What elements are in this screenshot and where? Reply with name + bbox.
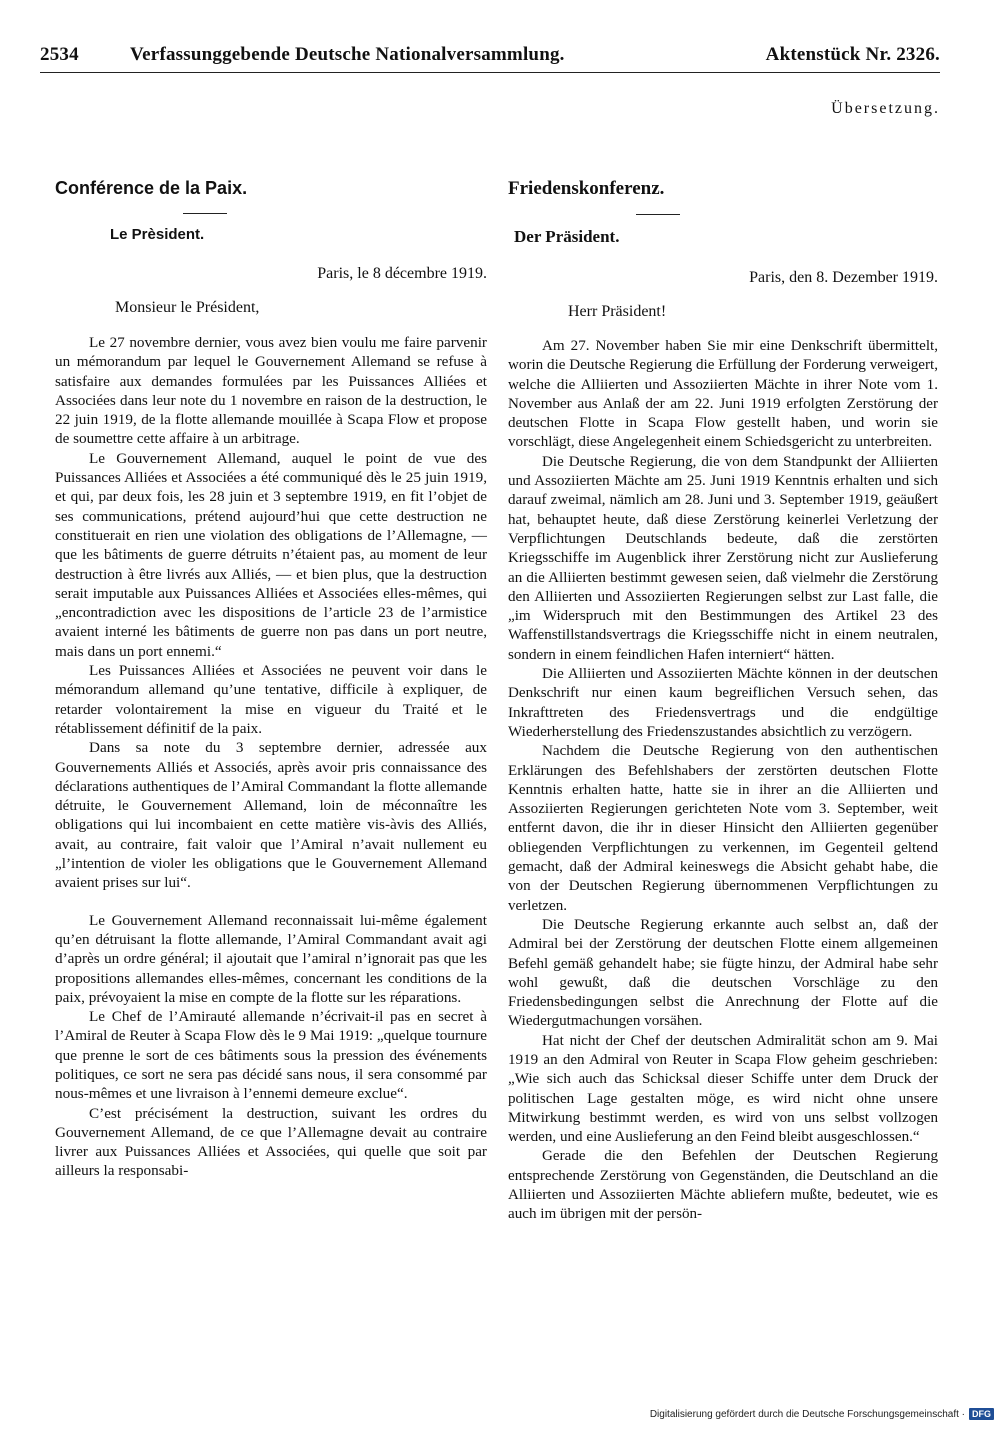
page-header: [40, 44, 940, 73]
german-title: Friedenskonferenz.: [508, 178, 665, 199]
french-column: [55, 178, 487, 1181]
document-number: Aktenstück Nr. 2326.: [765, 44, 940, 65]
paragraph: Gerade die den Befehlen der Deutschen Regierung entsprechende Zerstörung von Gegenständen, die Deutschland an die Alliierten und Assoziierten Mächte abliefern mußte, bedeutet, wie es auch im übrigen mit der persön-: [508, 1148, 938, 1223]
paragraph: Die Deutsche Regierung erkannte auch selbst an, daß der Admiral bei der Zerstörung der deutschen Flotte einem allgemeinen Befehl gemäß gehandelt habe; sie fügte hinzu, der Admiral habe sehr wohl gewußt, daß die deutschen Vorschläge zu den Friedensbedingungen selbst die Anrechnung der Flotte auf die Wiedergutmachungen vorsähen.: [508, 916, 938, 1030]
credit-text: Digitalisierung gefördert durch die Deutsche Forschungsgemeinschaft ·: [649, 1408, 965, 1420]
paragraph: Le Chef de l’Amirauté allemande n’écrivait-il pas en secret à l’Amiral de Reuter à Scapa Flow dès le 9 Mai 1919: „quelque tournure que prenne le sort de ces bâtiments sous la pression des événements politiques, ce sort ne sera pas décidé sans nous, il sera consommé par nous-mêmes et une livraison à l’ennemi demeure exclue“.: [55, 1008, 487, 1103]
paragraph: Hat nicht der Chef der deutschen Admiralität schon am 9. Mai 1919 an den Admiral von Reuter in Scapa Flow geheim geschrieben: „Wie sich auch das Schicksal dieser Schiffe unter dem Druck der politischen Lage gestalten möge, es wird nicht ohne unsere Mitwirkung bestimmt werden, es wird von uns selbst vollzogen werden, und eine Auslieferung an den Feind bleibt ausgeschlossen.“: [508, 1032, 938, 1146]
paragraph: Die Deutsche Regierung, die von dem Standpunkt der Alliierten und Assoziierten Mächte am 25. Juni 1919 Kenntnis erhalten und sich darauf zweimal, nämlich am 28. Juni und 3. September 1919, geäußert hat, behauptet heute, daß diese Zerstörung keinerlei Verletzung der Verpflichtungen Deutschlands bedeute, daß die zerstörten Kriegsschiffe im Augenblick ihrer Zerstörung nicht zur Auslieferung an die Alliierten bestimmt gewesen seien, daß vielmehr die Zerstörung den Alliierten und Assoziierten Regierungen selbst zur Last falle, die „im Widerspruch mit den Bestimmungen des Artikel 23 des Waffenstillstandsvertrags die Kriegsschiffe nicht in einem neutralen, sondern in einem feindlichen Hafen interniert“ hätten.: [508, 453, 938, 663]
paragraph: Le Gouvernement Allemand reconnaissait lui-même également qu’en détruisant la flotte allemande, l’Amiral Commandant avait agi d’après un ordre général; il ajoutait que l’amiral n’ignorait pas que les propositions allemandes elles-mêmes, concernant les conditions de la paix, prévoyaient la mise en compte de la flotte sur les réparations.: [55, 911, 487, 1006]
paragraph: Am 27. November haben Sie mir eine Denkschrift übermittelt, worin die Deutsche Regierung die Erfüllung der Forderung verweigert, welche die Alliierten und Assoziierten Mächte in ihrer Note vom 1. November aus Anlaß der am 22. Juni 1919 erfolgten Zerstörung der deutschen Flotte in Scapa Flow gestellt haben, und worin sie vorschlägt, diese Angelegenheit einem Schiedsgericht zu unterbreiten.: [508, 338, 938, 451]
digitization-credit: [650, 1408, 994, 1420]
french-salutation: Monsieur le Président,: [115, 299, 260, 316]
french-subtitle: Le Prèsident.: [110, 226, 205, 243]
dfg-logo: DFG: [969, 1408, 994, 1420]
paragraph: Le Gouvernement Allemand, auquel le point de vue des Puissances Alliées et Associées a été communiqué dès le 25 juin 1919, et qui, par deux fois, les 28 juin et 3 septembre 1919, en fit l’objet de ses communications, prétend aujourd’hui que cette destruction ne constituerait en rien une violation des obligations de l’Allemagne, — que les bâtiments de guerre détruits n’étaient pas, au moment de leur destruction à être livrés aux Alliés, — et bien plus, que la destruction serait imputable aux Puissances Alliées et Associées elles-mêmes, qui „encontradiction avec les dispositions de l’article 23 de l’armistice avaient interné les bâtiments de guerre non pas dans un port neutre, mais dans un port ennemi.“: [55, 449, 487, 660]
german-body: [508, 337, 938, 1225]
german-date: Paris, den 8. Dezember 1919.: [749, 269, 938, 286]
paragraph: Nachdem die Deutsche Regierung von den authentischen Erklärungen des Befehlshabers der zerstörten deutschen Flotte Kenntnis erhalten hatte, hatte sie in ihrer an die Alliierten und Assoziierten Regierungen gerichteten Note vom 3. September, weit entfernt davon, die ihr in dieser Hinsicht den Alliierten gegenüber obliegenden Verpflichtungen zu verkennen, im Gegenteil geltend gemacht, daß der Admiral keineswegs die Absicht gehabt habe, die von der Deutschen Regierung übernommenen Verpflichtungen zu verletzen.: [508, 743, 938, 914]
page-number: 2534: [40, 44, 79, 65]
title-rule: [183, 213, 227, 214]
german-column: [508, 178, 938, 1225]
french-title: Conférence de la Paix.: [55, 178, 248, 198]
paragraph: Le 27 novembre dernier, vous avez bien voulu me faire parvenir un mémorandum par lequel le Gouvernement Allemand se refuse à satisfaire aux demandes formulées par les Puissances Alliées et Associées dans leur note du 1 novembre en raison de la destruction, le 22 juin 1919, de la flotte allemande mouillée à Scapa Flow et propose de soumettre cette affaire à un arbitrage.: [55, 334, 487, 448]
german-salutation: Herr Präsident!: [568, 303, 667, 320]
paragraph: Die Alliierten und Assoziierten Mächte können in der deutschen Denkschrift nur einen kaum begreiflichen Versuch sehen, das Inkrafttreten des Friedensvertrags und die endgültige Wiederherstellung des Friedenszustandes absichtlich zu verzögern.: [508, 666, 938, 740]
header-title: Verfassunggebende Deutsche Nationalversammlung.: [130, 44, 565, 65]
paragraph: Les Puissances Alliées et Associées ne peuvent voir dans le mémorandum allemand qu’une tentative, difficile à expliquer, de retarder volontairement la mise en vigueur du Traité et le rétablissement définitif de la paix.: [55, 662, 487, 737]
french-body: [55, 333, 487, 1181]
german-subtitle: Der Präsident.: [514, 227, 620, 246]
paragraph: C’est précisément la destruction, suivant les ordres du Gouvernement Allemand, de ce que l’Allemagne devait au contraire livrer aux Puissances Alliées et Associées, qui quelle que soit par ailleurs la responsabi-: [55, 1104, 487, 1180]
paragraph: Dans sa note du 3 septembre dernier, adressée aux Gouvernements Alliés et Associés, après avoir pris connaissance des déclarations authentiques de l’Amiral Commandant la flotte allemande détruite, le Gouvernement Allemand, loin de méconnaître les obligations qui lui incombaient en cette matière vis-àvis des Alliés, avait, au contraire, fait valoir que l’Amiral n’avait nullement eu „l’intention de violer les obligations que le Gouvernement Allemand avaient prises sur lui“.: [55, 739, 487, 892]
french-date: Paris, le 8 décembre 1919.: [317, 265, 487, 282]
translation-label: Übersetzung.: [831, 100, 940, 117]
title-rule: [636, 214, 680, 215]
